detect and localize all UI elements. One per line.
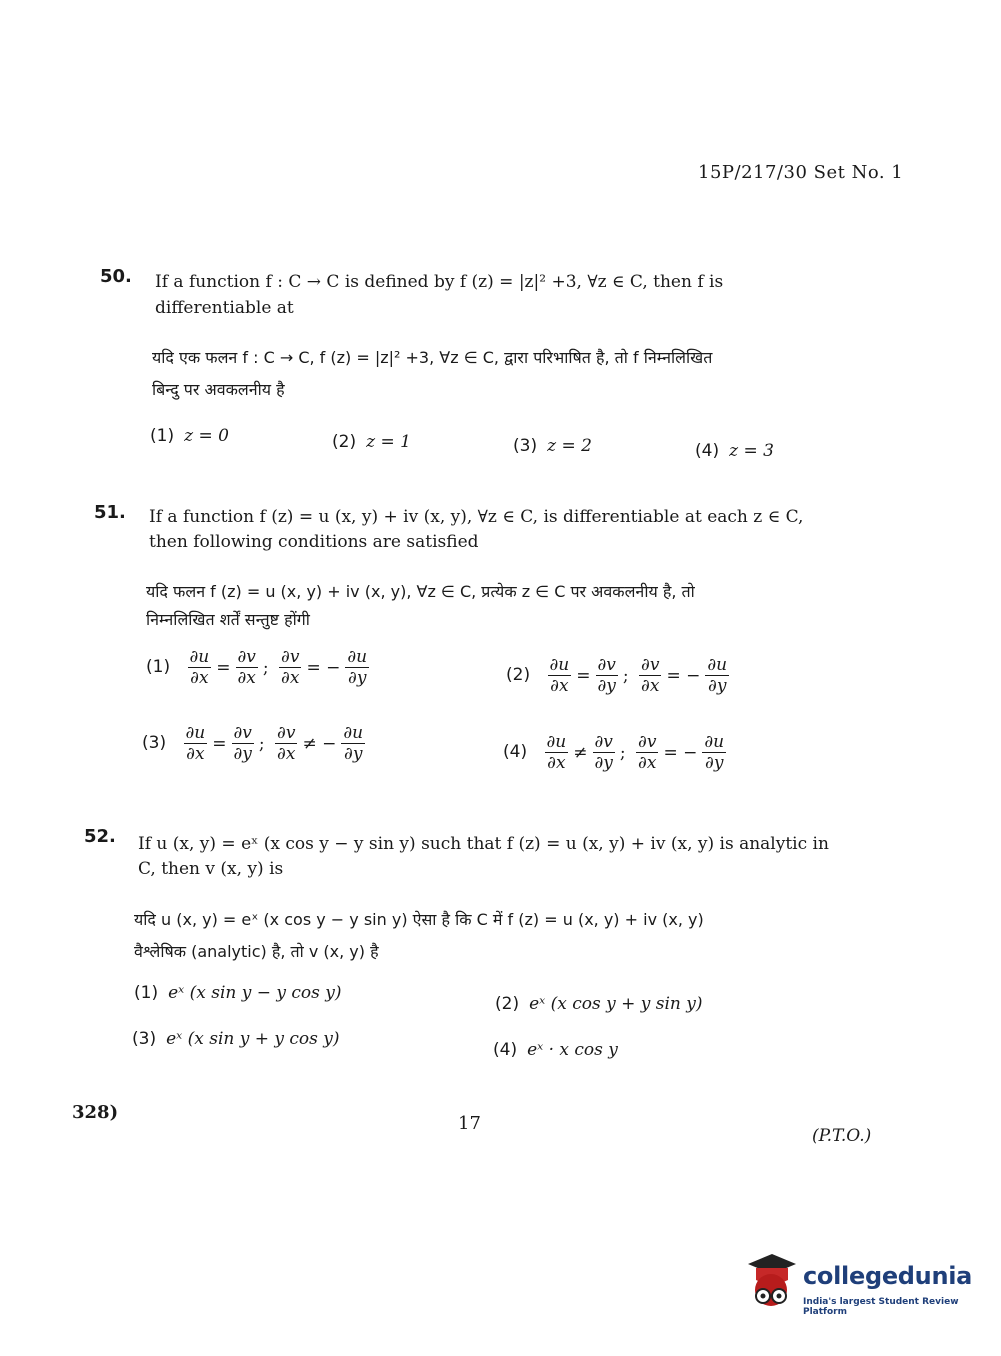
q51-option-3: (3) $\frac{\partial u}{\partial x}$ = $\frac{\partial v}{\partial y}$ ; $\frac{\partial v}{\partial x}$ ≠ − $\frac{\partial u}{\partial y}$ [142, 723, 364, 764]
page-number: 17 [458, 1113, 481, 1134]
q52-hindi-line1: यदि u (x, y) = eˣ (x cos y − y sin y) ऐसा है कि C में f (z) = u (x, y) + iv (x, y) [134, 910, 704, 929]
q50-option-4 [695, 441, 774, 461]
option-number: (4) [503, 742, 528, 762]
option-text: z = 0 [184, 426, 229, 446]
q50-option-2 [332, 432, 411, 452]
q50-hindi-line2: बिन्दु पर अवकलनीय है [152, 380, 285, 399]
fraction: $\frac{\partial v}{\partial x}$ [277, 723, 296, 764]
fraction: $\frac{\partial v}{\partial x}$ [237, 647, 256, 688]
option-number: (2) [332, 432, 357, 452]
header-set-code: 15P/217/30 Set No. 1 [698, 162, 904, 183]
fraction: $\frac{\partial v}{\partial x}$ [281, 647, 300, 688]
option-number: (2) [495, 994, 520, 1014]
q51-english-line2: then following conditions are satisfied [149, 532, 479, 552]
fraction: $\frac{\partial u}{\partial y}$ [347, 647, 368, 688]
fraction: $\frac{\partial u}{\partial y}$ [707, 655, 728, 696]
fraction: $\frac{\partial u}{\partial x}$ [189, 647, 210, 688]
fraction: $\frac{\partial v}{\partial y}$ [594, 732, 613, 773]
q51-option-1: (1) $\frac{\partial u}{\partial x}$ = $\frac{\partial v}{\partial x}$ ; $\frac{\partial v}{\partial x}$ = − $\frac{\partial u}{\partial y}$ [146, 647, 368, 688]
fraction: $\frac{\partial u}{\partial y}$ [343, 723, 364, 764]
fraction: $\frac{\partial v}{\partial y}$ [233, 723, 252, 764]
q52-option-2 [495, 994, 703, 1014]
q51-english-line1: If a function f (z) = u (x, y) + iv (x, y), ∀z ∈ C, is differentiable at each z ∈ C, [149, 507, 804, 527]
q52-option-3 [132, 1029, 340, 1049]
fraction: $\frac{\partial u}{\partial y}$ [704, 732, 725, 773]
fraction: $\frac{\partial v}{\partial y}$ [597, 655, 616, 696]
fraction: $\frac{\partial v}{\partial x}$ [638, 732, 657, 773]
option-number: (3) [132, 1029, 157, 1049]
option-text: eˣ (x cos y + y sin y) [529, 994, 703, 1014]
q51-number: 51. [94, 502, 126, 523]
q52-option-4 [493, 1040, 618, 1060]
option-number: (3) [142, 733, 167, 753]
q52-option-1 [134, 983, 342, 1003]
footer-booklet-code: 328) [72, 1102, 119, 1123]
q51-option-4: (4) $\frac{\partial u}{\partial x}$ ≠ $\frac{\partial v}{\partial y}$ ; $\frac{\partial v}{\partial x}$ = − $\frac{\partial u}{\partial y}$ [503, 732, 725, 773]
fraction: $\frac{\partial u}{\partial x}$ [185, 723, 206, 764]
option-text: z = 3 [729, 441, 774, 461]
q51-hindi-line1: यदि फलन f (z) = u (x, y) + iv (x, y), ∀z ∈ C, प्रत्येक z ∈ C पर अवकलनीय है, तो [146, 582, 695, 601]
q52-english-line2: C, then v (x, y) is [138, 859, 284, 879]
fraction: $\frac{\partial u}{\partial x}$ [546, 732, 567, 773]
logo-tagline: India's largest Student Review Platform [803, 1297, 959, 1317]
q52-english-line1: If u (x, y) = eˣ (x cos y − y sin y) such that f (z) = u (x, y) + iv (x, y) is analytic in [138, 834, 829, 854]
q51-option-2: (2) $\frac{\partial u}{\partial x}$ = $\frac{\partial v}{\partial y}$ ; $\frac{\partial v}{\partial x}$ = − $\frac{\partial u}{\partial y}$ [506, 655, 728, 696]
option-text: eˣ · x cos y [527, 1040, 618, 1060]
option-number: (2) [506, 665, 531, 685]
option-text: eˣ (x sin y + y cos y) [166, 1029, 340, 1049]
option-text: z = 2 [547, 436, 592, 456]
option-number: (1) [134, 983, 159, 1003]
fraction: $\frac{\partial v}{\partial x}$ [641, 655, 660, 696]
option-number: (3) [513, 436, 538, 456]
q50-hindi-line1: यदि एक फलन f : C → C, f (z) = |z|² +3, ∀z ∈ C, द्वारा परिभाषित है, तो f निम्नलिखित [152, 348, 713, 367]
logo-wordmark: collegedunia [803, 1262, 973, 1290]
q52-number: 52. [84, 826, 116, 847]
option-number: (1) [146, 657, 171, 677]
option-text: eˣ (x sin y − y cos y) [168, 983, 342, 1003]
fraction: $\frac{\partial u}{\partial x}$ [549, 655, 570, 696]
q50-number: 50. [100, 266, 132, 287]
q50-option-3 [513, 436, 592, 456]
q51-hindi-line2: निम्नलिखित शर्तें सन्तुष्ट होंगी [146, 610, 310, 629]
option-text: z = 1 [366, 432, 411, 452]
collegedunia-mascot-logo [742, 1250, 800, 1312]
q50-english-line1: If a function f : C → C is defined by f (z) = |z|² +3, ∀z ∈ C, then f is [155, 272, 724, 292]
q50-option-1 [150, 426, 229, 446]
pto-note: (P.T.O.) [812, 1126, 872, 1146]
option-number: (4) [493, 1040, 518, 1060]
q52-hindi-line2: वैश्लेषिक (analytic) है, तो v (x, y) है [134, 942, 379, 961]
option-number: (4) [695, 441, 720, 461]
option-number: (1) [150, 426, 175, 446]
q50-english-line2: differentiable at [155, 298, 294, 318]
